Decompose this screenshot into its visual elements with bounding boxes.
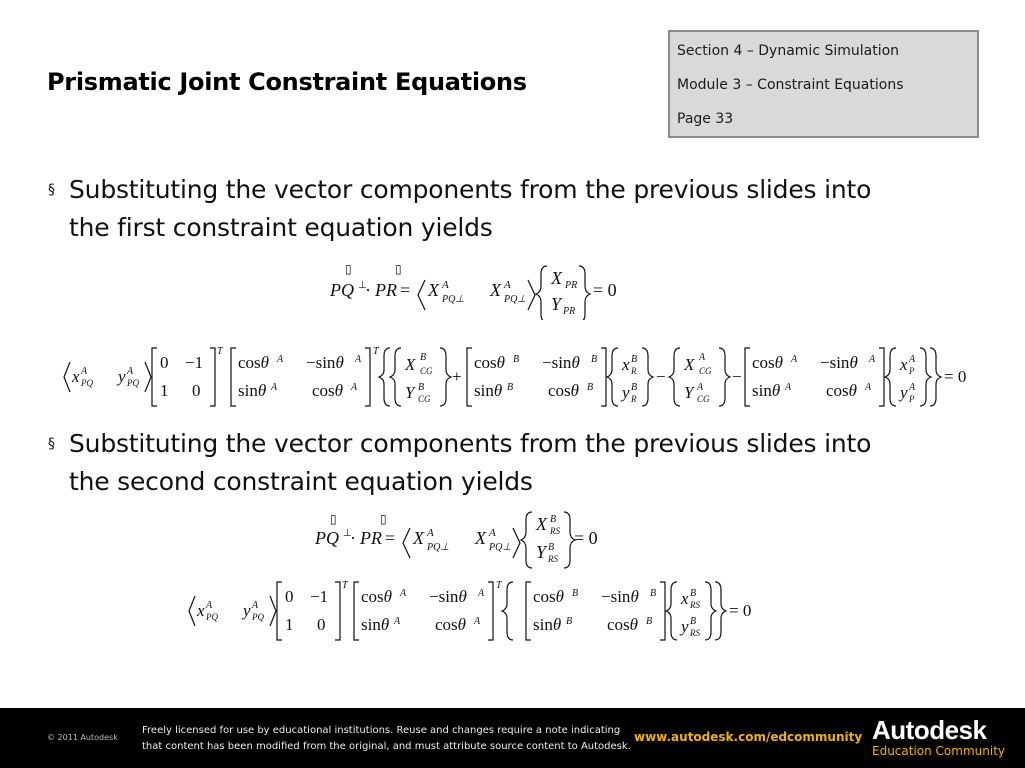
svg-text:PR: PR <box>565 280 578 291</box>
svg-text:R: R <box>631 394 637 404</box>
svg-text:·: · <box>365 280 371 300</box>
svg-text:x: x <box>197 601 205 620</box>
svg-text:y: y <box>243 601 251 620</box>
svg-text:·: · <box>350 528 356 548</box>
svg-text:B: B <box>420 352 427 363</box>
svg-text:CG: CG <box>697 394 710 404</box>
svg-text:B: B <box>572 588 579 599</box>
svg-text:PQ⊥: PQ⊥ <box>442 294 465 305</box>
svg-text:x: x <box>681 589 689 608</box>
svg-text:B: B <box>548 542 555 553</box>
svg-text:0: 0 <box>192 381 201 400</box>
equation-2 <box>60 344 975 408</box>
svg-text:cosθ: cosθ <box>533 587 565 606</box>
bullet-text <box>69 171 949 247</box>
svg-text:A: A <box>206 600 213 611</box>
svg-text:cosθ: cosθ <box>238 353 270 372</box>
svg-text:B: B <box>690 588 697 599</box>
module-label: Module 3 – Constraint Equations <box>677 77 904 93</box>
svg-text:0: 0 <box>317 615 326 634</box>
svg-text:cosθ: cosθ <box>435 615 467 634</box>
svg-text:= 0: = 0 <box>729 601 752 620</box>
svg-text:Y: Y <box>684 383 694 402</box>
svg-text:A: A <box>271 382 278 393</box>
svg-text:−1: −1 <box>310 587 329 606</box>
bullet-line: the second constraint equation yields <box>69 467 533 496</box>
svg-text:cosθ: cosθ <box>826 381 858 400</box>
svg-text:T: T <box>496 580 502 591</box>
svg-text:P: P <box>909 394 915 404</box>
svg-text:0: 0 <box>160 353 169 372</box>
svg-text:RS: RS <box>690 600 700 610</box>
svg-text:A: A <box>400 588 407 599</box>
svg-text:cosθ: cosθ <box>312 381 344 400</box>
bullet-line: Substituting the vector components from the previous slides into <box>69 429 872 458</box>
svg-text:▯: ▯ <box>380 512 387 526</box>
svg-text:▯: ▯ <box>395 262 402 276</box>
svg-text:cosθ: cosθ <box>548 381 580 400</box>
svg-text:y: y <box>681 617 689 636</box>
svg-text:T: T <box>373 346 379 357</box>
svg-text:B: B <box>631 354 638 365</box>
svg-text:PR: PR <box>360 528 382 548</box>
svg-text:PQ: PQ <box>206 612 218 622</box>
svg-text:B: B <box>650 588 657 599</box>
svg-text:x: x <box>72 367 80 386</box>
autodesk-logo: Autodesk <box>872 715 987 745</box>
svg-text:B: B <box>507 382 514 393</box>
svg-text:A: A <box>394 616 401 627</box>
license-line: Freely licensed for use by educational institutions. Reuse and changes require a note indicating <box>142 725 621 736</box>
svg-text:A: A <box>478 588 485 599</box>
svg-text:y: y <box>622 383 630 402</box>
svg-text:A: A <box>355 354 362 365</box>
svg-text:cosθ: cosθ <box>607 615 639 634</box>
svg-text:X: X <box>405 355 416 374</box>
svg-text:cosθ: cosθ <box>361 587 393 606</box>
svg-text:X: X <box>428 280 439 300</box>
svg-text:sinθ: sinθ <box>474 381 503 400</box>
svg-text:−: − <box>656 367 666 386</box>
svg-text:x: x <box>622 355 630 374</box>
edcommunity-link[interactable]: www.autodesk.com/edcommunity <box>634 730 863 744</box>
svg-text:A: A <box>697 382 704 393</box>
section-info-box <box>668 30 979 138</box>
equation-4 <box>185 578 765 644</box>
svg-text:−1: −1 <box>185 353 204 372</box>
svg-text:sinθ: sinθ <box>238 381 267 400</box>
svg-text:B: B <box>566 616 573 627</box>
svg-text:A: A <box>351 382 358 393</box>
svg-text:T: T <box>342 580 348 591</box>
svg-text:PR: PR <box>375 280 397 300</box>
svg-text:A: A <box>81 366 88 377</box>
svg-text:A: A <box>865 382 872 393</box>
svg-text:A: A <box>427 527 434 539</box>
bullet-icon: § <box>48 436 55 452</box>
svg-text:y: y <box>118 367 126 386</box>
svg-text:PQ: PQ <box>330 280 354 300</box>
license-line: that content has been modified from the original, and must attribute source content to Autodesk. <box>142 741 631 752</box>
svg-text:X: X <box>684 355 695 374</box>
svg-text:A: A <box>442 279 449 291</box>
svg-text:= 0: = 0 <box>574 528 598 548</box>
svg-text:RS: RS <box>550 526 560 536</box>
bullet-line: Substituting the vector components from the previous slides into <box>69 175 872 204</box>
svg-text:=: = <box>400 280 411 300</box>
svg-text:PQ: PQ <box>315 528 339 548</box>
svg-text:A: A <box>252 600 259 611</box>
svg-text:sinθ: sinθ <box>361 615 390 634</box>
svg-text:CG: CG <box>420 366 433 376</box>
bullet-line: the first constraint equation yields <box>69 213 493 242</box>
svg-text:▯: ▯ <box>345 262 352 276</box>
slide-title: Prismatic Joint Constraint Equations <box>47 68 527 96</box>
svg-text:Y: Y <box>536 542 547 562</box>
svg-text:A: A <box>504 279 511 291</box>
svg-text:R: R <box>631 366 637 376</box>
svg-text:= 0: = 0 <box>593 280 617 300</box>
svg-text:= 0: = 0 <box>944 367 967 386</box>
license-text <box>142 723 631 755</box>
equation-1 <box>325 258 635 320</box>
svg-text:A: A <box>277 354 284 365</box>
svg-text:CG: CG <box>418 394 431 404</box>
svg-text:−sinθ: −sinθ <box>306 353 344 372</box>
svg-text:sinθ: sinθ <box>533 615 562 634</box>
svg-text:A: A <box>489 527 496 539</box>
svg-text:Y: Y <box>405 383 415 402</box>
svg-text:T: T <box>217 346 223 357</box>
svg-text:PQ⊥: PQ⊥ <box>427 542 450 553</box>
svg-text:B: B <box>513 354 520 365</box>
svg-text:+: + <box>452 367 462 386</box>
svg-text:Y: Y <box>551 294 562 314</box>
svg-text:P: P <box>909 366 915 376</box>
svg-text:PQ⊥: PQ⊥ <box>489 542 512 553</box>
education-community-label: Education Community <box>872 744 1006 758</box>
svg-text:X: X <box>551 268 562 288</box>
svg-text:0: 0 <box>285 587 294 606</box>
svg-text:x: x <box>900 355 908 374</box>
svg-text:1: 1 <box>285 615 294 634</box>
svg-text:A: A <box>699 352 706 363</box>
svg-text:PQ: PQ <box>252 612 264 622</box>
svg-text:PQ⊥: PQ⊥ <box>504 294 527 305</box>
bullet-text <box>69 425 949 501</box>
svg-text:B: B <box>690 616 697 627</box>
svg-text:B: B <box>631 382 638 393</box>
svg-text:A: A <box>785 382 792 393</box>
svg-text:PR: PR <box>563 306 576 317</box>
svg-text:RS: RS <box>548 554 558 564</box>
svg-text:−: − <box>732 367 742 386</box>
svg-text:A: A <box>909 382 916 393</box>
svg-text:A: A <box>474 616 481 627</box>
svg-text:PQ: PQ <box>81 378 93 388</box>
svg-text:=: = <box>385 528 396 548</box>
svg-text:A: A <box>127 366 134 377</box>
svg-text:X: X <box>490 280 501 300</box>
svg-text:−sinθ: −sinθ <box>542 353 580 372</box>
svg-text:X: X <box>413 528 424 548</box>
svg-text:PQ: PQ <box>127 378 139 388</box>
svg-text:sinθ: sinθ <box>752 381 781 400</box>
svg-text:⊥: ⊥ <box>358 280 367 291</box>
svg-text:1: 1 <box>160 381 169 400</box>
svg-text:X: X <box>536 514 547 534</box>
svg-text:−sinθ: −sinθ <box>429 587 467 606</box>
svg-text:y: y <box>900 383 908 402</box>
svg-text:−sinθ: −sinθ <box>820 353 858 372</box>
copyright-text: © 2011 Autodesk <box>47 733 118 742</box>
svg-text:cosθ: cosθ <box>752 353 784 372</box>
svg-text:A: A <box>869 354 876 365</box>
svg-text:X: X <box>475 528 486 548</box>
svg-text:B: B <box>591 354 598 365</box>
section-label: Section 4 – Dynamic Simulation <box>677 43 900 59</box>
svg-text:B: B <box>587 382 594 393</box>
svg-text:A: A <box>909 354 916 365</box>
svg-text:A: A <box>791 354 798 365</box>
svg-text:CG: CG <box>699 366 712 376</box>
bullet-icon: § <box>48 182 55 198</box>
svg-text:−sinθ: −sinθ <box>601 587 639 606</box>
svg-text:cosθ: cosθ <box>474 353 506 372</box>
svg-text:RS: RS <box>690 628 700 638</box>
svg-text:⊥: ⊥ <box>343 528 352 539</box>
svg-text:B: B <box>646 616 653 627</box>
svg-text:B: B <box>418 382 425 393</box>
page-label: Page 33 <box>677 111 734 127</box>
svg-text:B: B <box>550 514 557 525</box>
footer-bar <box>0 708 1025 768</box>
equation-3 <box>310 508 610 570</box>
svg-text:▯: ▯ <box>330 512 337 526</box>
